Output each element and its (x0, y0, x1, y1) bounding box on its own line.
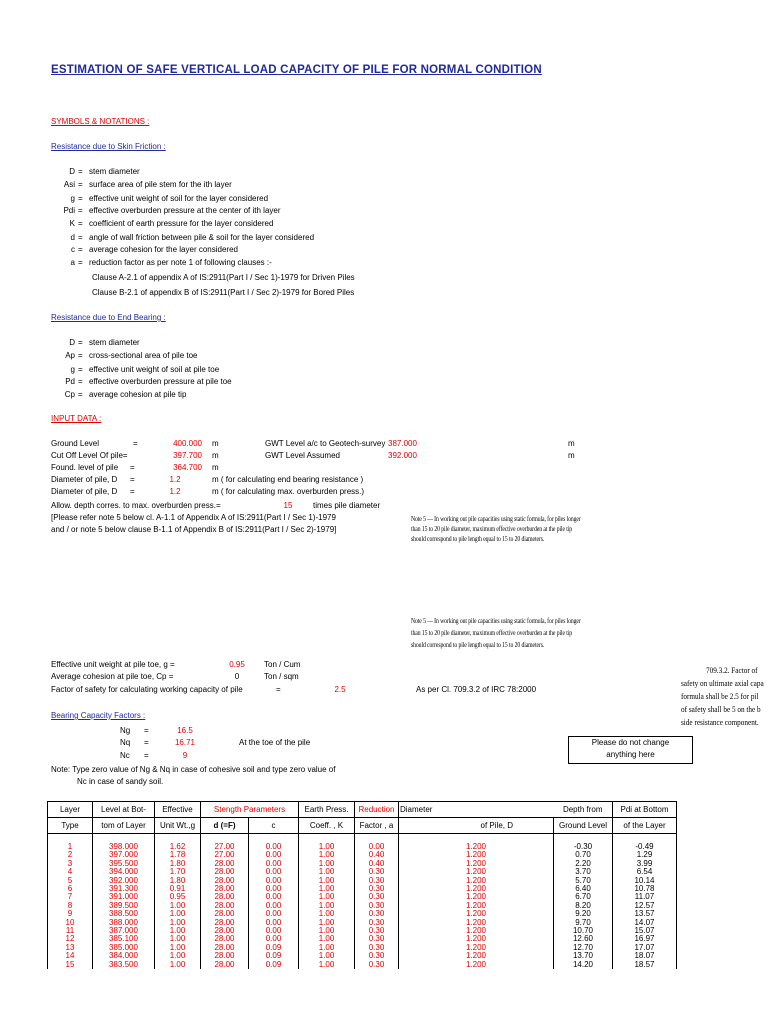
table-cell[interactable]: 0.00 (249, 885, 299, 893)
table-cell[interactable]: 0.00 (249, 877, 299, 885)
table-cell: 10.78 (613, 885, 677, 893)
table-cell[interactable]: 7 (48, 893, 93, 901)
table-cell[interactable]: 1.200 (399, 877, 554, 885)
table-cell[interactable]: 391.300 (93, 885, 155, 893)
equals-sign: = (144, 751, 149, 760)
allow-depth-value[interactable]: 15 (283, 501, 293, 510)
equals-sign: = (130, 463, 135, 472)
table-cell[interactable]: 1.00 (155, 961, 201, 969)
table-cell: 1.29 (613, 851, 677, 859)
table-cell[interactable]: 1.200 (399, 885, 554, 893)
equals-sign: = (130, 487, 135, 496)
table-cell[interactable]: 1.00 (299, 885, 355, 893)
table-cell: 9.70 (554, 919, 613, 927)
table-cell[interactable]: 388.000 (93, 919, 155, 927)
table-cell[interactable]: 28.00 (201, 935, 249, 943)
table-cell[interactable]: 1.00 (299, 851, 355, 859)
table-row (48, 961, 677, 969)
symbol: Pdi (63, 206, 75, 215)
symbol: K (69, 219, 75, 228)
table-cell: -0.30 (554, 843, 613, 851)
toe-unit-weight-label: Effective unit weight at pile toe, g = (51, 660, 175, 669)
irc-line: of safety shall be 5 on the b (681, 704, 761, 714)
table-cell[interactable]: 28.00 (201, 902, 249, 910)
fos-reference: As per Cl. 709.3.2 of IRC 78:2000 (416, 685, 537, 694)
table-cell[interactable]: 1.200 (399, 893, 554, 901)
ground-level-value[interactable]: 400.000 (173, 439, 202, 448)
table-cell: 12.60 (554, 935, 613, 943)
symbol: c (71, 245, 75, 254)
clause-driven: Clause A-2.1 of appendix A of IS:2911(Part I / Sec 1)-1979 for Driven Piles (92, 273, 355, 282)
unit: m (212, 463, 219, 472)
nc-value[interactable]: 9 (182, 751, 188, 760)
equals-sign: = (133, 439, 138, 448)
table-cell[interactable]: 388.500 (93, 910, 155, 918)
table-cell[interactable]: 0.30 (355, 910, 399, 918)
table-cell[interactable]: 28.00 (201, 944, 249, 952)
symbol-desc: effective overburden pressure at the center of ith layer (89, 206, 281, 215)
diameter-value[interactable]: 1.2 (169, 487, 181, 496)
table-cell[interactable]: 1.200 (399, 851, 554, 859)
table-cell: 15.07 (613, 927, 677, 935)
table-cell[interactable]: 0.09 (249, 952, 299, 960)
symbol: g (70, 194, 75, 203)
header-cell: Depth from (554, 802, 613, 818)
header-cell: Stength Parameters (201, 802, 299, 818)
table-cell[interactable]: 28.00 (201, 868, 249, 876)
symbol: Asi (63, 180, 75, 189)
box-line: anything here (606, 750, 655, 759)
table-cell[interactable]: 0.00 (249, 919, 299, 927)
note5-line: than 15 to 20 pile diameter, maximum effective overburden at the pile tip (411, 524, 573, 533)
input-data-heading: INPUT DATA : (51, 414, 102, 423)
header-cell: Factor , a (355, 818, 399, 834)
table-cell[interactable]: 1.00 (299, 961, 355, 969)
table-cell[interactable]: 1.200 (399, 944, 554, 952)
header-cell: tom of Layer (93, 818, 155, 834)
cutoff-level-value[interactable]: 397.700 (173, 451, 202, 460)
symbol: D (69, 338, 75, 347)
table-cell[interactable]: 1.70 (155, 868, 201, 876)
symbol-desc: surface area of pile stem for the ith layer (89, 180, 232, 189)
equals-sign: = (144, 738, 149, 747)
table-cell[interactable]: 1.00 (155, 902, 201, 910)
table-cell[interactable]: 0.30 (355, 893, 399, 901)
table-cell[interactable]: 27.00 (201, 843, 249, 851)
header-cell: Diameter (399, 802, 554, 818)
layer-table (47, 801, 677, 969)
unit: m ( for calculating end bearing resistance ) (212, 475, 364, 484)
table-cell[interactable]: 384.000 (93, 952, 155, 960)
table-cell[interactable]: 1.00 (299, 944, 355, 952)
symbol-desc: reduction factor as per note 1 of following clauses :- (89, 258, 272, 267)
table-cell[interactable]: 11 (48, 927, 93, 935)
irc-line: safety on ultimate axial capa (681, 678, 764, 688)
unit: Ton / Cum (264, 660, 301, 669)
table-cell[interactable]: 1.00 (299, 893, 355, 901)
table-cell: 0.70 (554, 851, 613, 859)
table-cell[interactable]: 1.00 (299, 927, 355, 935)
table-cell[interactable]: 0.30 (355, 877, 399, 885)
table-cell: 8.20 (554, 902, 613, 910)
table-cell: 13.57 (613, 910, 677, 918)
table-cell[interactable]: 1.00 (155, 927, 201, 935)
symbol: Ap (65, 351, 75, 360)
allow-depth-label: Allow. depth corres. to max. overburden press.= (51, 501, 221, 510)
table-cell[interactable]: 385.100 (93, 935, 155, 943)
factor-of-safety-label: Factor of safety for calculating working capacity of pile (51, 685, 243, 694)
table-cell[interactable]: 1.00 (299, 843, 355, 851)
table-cell: -0.49 (613, 843, 677, 851)
table-cell: 14.07 (613, 919, 677, 927)
symbol: D (69, 167, 75, 176)
header-cell: Reduction (355, 802, 399, 818)
symbol: a (70, 258, 75, 267)
table-cell[interactable]: 0.00 (249, 935, 299, 943)
table-cell[interactable]: 1.00 (155, 919, 201, 927)
table-cell[interactable]: 1.200 (399, 961, 554, 969)
unit: m (212, 451, 219, 460)
table-cell[interactable]: 0.00 (249, 868, 299, 876)
table-cell[interactable]: 5 (48, 877, 93, 885)
table-cell[interactable]: 1.00 (299, 860, 355, 868)
cutoff-level-label: Cut Off Level Of pile= (51, 451, 128, 460)
table-cell: 12.57 (613, 902, 677, 910)
table-cell[interactable]: 27.00 (201, 851, 249, 859)
symbol: g (70, 365, 75, 374)
soil-note-line2: Nc in case of sandy soil. (77, 777, 164, 786)
header-cell: d (=F) (201, 818, 249, 834)
equals-sign: = (144, 726, 149, 735)
table-cell[interactable]: 1.200 (399, 927, 554, 935)
table-cell: 3.70 (554, 868, 613, 876)
table-cell[interactable]: 1.200 (399, 935, 554, 943)
table-cell[interactable]: 397.000 (93, 851, 155, 859)
table-cell[interactable]: 1.00 (299, 902, 355, 910)
nq-label: Nq (120, 738, 131, 747)
table-cell[interactable]: 1.00 (155, 910, 201, 918)
symbol: d (70, 233, 75, 242)
unit: times pile diameter (313, 501, 381, 510)
header-cell: of Pile, D (399, 818, 554, 834)
note5-line: should correspond to pile length equal to 15 to 20 diameters. (411, 534, 545, 543)
table-cell[interactable]: 1.80 (155, 860, 201, 868)
table-cell[interactable]: 8 (48, 902, 93, 910)
table-cell[interactable]: 1.00 (155, 935, 201, 943)
header-cell: c (249, 818, 299, 834)
header-cell: of the Layer (613, 818, 677, 834)
table-cell: 5.70 (554, 877, 613, 885)
note5-line: Note 5 — In working out pile capacities using static formula, for piles longer (411, 616, 581, 625)
found-level-value[interactable]: 364.700 (173, 463, 202, 472)
toe-cohesion-label: Average cohesion at pile toe, Cp = (51, 672, 174, 681)
table-cell[interactable]: 389.500 (93, 902, 155, 910)
table-cell[interactable]: 387.000 (93, 927, 155, 935)
unit: m (568, 451, 575, 460)
header-cell: Level at Bot- (93, 802, 155, 818)
table-cell: 10.14 (613, 877, 677, 885)
ng-value[interactable]: 16.5 (177, 726, 193, 735)
box-line: Please do not change (591, 738, 670, 747)
table-cell[interactable]: 0.30 (355, 944, 399, 952)
table-cell[interactable]: 1.200 (399, 902, 554, 910)
symbol-desc: average cohesion for the layer considered (89, 245, 238, 254)
table-cell: 13.70 (554, 952, 613, 960)
table-cell[interactable]: 28.00 (201, 927, 249, 935)
table-cell: 17.07 (613, 944, 677, 952)
bearing-factors-heading: Bearing Capacity Factors : (51, 711, 146, 720)
header-cell: Type (48, 818, 93, 834)
table-cell: 12.70 (554, 944, 613, 952)
symbol-desc: effective unit weight of soil at pile toe (89, 365, 220, 374)
table-cell: 18.07 (613, 952, 677, 960)
table-cell[interactable]: 4 (48, 868, 93, 876)
table-cell[interactable]: 1.62 (155, 843, 201, 851)
unit: m (212, 439, 219, 448)
table-cell[interactable]: 0.95 (155, 893, 201, 901)
table-cell[interactable]: 0.09 (249, 944, 299, 952)
table-cell[interactable]: 0.00 (249, 927, 299, 935)
table-cell[interactable]: 1 (48, 843, 93, 851)
table-cell[interactable]: 0.00 (249, 910, 299, 918)
note-reference-a: [Please refer note 5 below cl. A-1.1 of Appendix A of IS:2911(Part I / Sec 1)-1979 (51, 513, 336, 522)
diameter-value[interactable]: 1.2 (169, 475, 181, 484)
symbol-desc: coefficient of earth pressure for the layer considered (89, 219, 274, 228)
irc-line: formula shall be 2.5 for pil (681, 691, 759, 701)
table-cell[interactable]: 395.500 (93, 860, 155, 868)
table-cell[interactable]: 383.500 (93, 961, 155, 969)
header-cell: Unit Wt.,g (155, 818, 201, 834)
table-cell[interactable]: 0.40 (355, 851, 399, 859)
table-cell[interactable]: 28.00 (201, 885, 249, 893)
symbol: Pd (65, 377, 75, 386)
table-cell: 11.07 (613, 893, 677, 901)
symbol-desc: angle of wall friction between pile & soil for the layer considered (89, 233, 315, 242)
table-cell[interactable]: 10 (48, 919, 93, 927)
table-cell[interactable]: 0.91 (155, 885, 201, 893)
table-cell[interactable]: 6 (48, 885, 93, 893)
end-bearing-heading: Resistance due to End Bearing : (51, 313, 166, 322)
table-cell[interactable]: 0.00 (249, 843, 299, 851)
soil-note-line1: Note: Type zero value of Ng & Nq in case of cohesive soil and type zero value of (51, 765, 336, 774)
unit: Ton / sqm (264, 672, 299, 681)
table-cell[interactable]: 0.30 (355, 919, 399, 927)
nc-label: Nc (120, 751, 130, 760)
table-cell[interactable]: 0.30 (355, 885, 399, 893)
unit: m (568, 439, 575, 448)
equals-sign: = (130, 475, 135, 484)
table-cell[interactable]: 0.30 (355, 935, 399, 943)
table-cell: 16.97 (613, 935, 677, 943)
note5-line: should correspond to pile length equal to 15 to 20 diameters. (411, 640, 545, 649)
nq-value[interactable]: 16.71 (174, 738, 196, 747)
table-cell[interactable]: 0.00 (249, 851, 299, 859)
table-cell[interactable]: 0.30 (355, 902, 399, 910)
note-reference-b: and / or note 5 below clause B-1.1 of Appendix B of IS:2911(Part I / Sec 2)-1979] (51, 525, 337, 534)
irc-line: 709.3.2. Factor of (706, 665, 758, 675)
table-cell[interactable]: 398.000 (93, 843, 155, 851)
header-cell: Ground Level (554, 818, 613, 834)
do-not-change-box (568, 736, 693, 764)
clause-bored: Clause B-2.1 of appendix B of IS:2911(Part I / Sec 2)-1979 for Bored Piles (92, 288, 355, 297)
table-cell[interactable]: 1.00 (299, 877, 355, 885)
table-cell[interactable]: 392.000 (93, 877, 155, 885)
table-cell: 18.57 (613, 961, 677, 969)
header-cell: Layer (48, 802, 93, 818)
symbol-desc: effective unit weight of soil for the layer considered (89, 194, 269, 203)
table-cell[interactable]: 0.09 (249, 961, 299, 969)
table-cell[interactable]: 0.00 (249, 860, 299, 868)
table-cell[interactable]: 0.30 (355, 868, 399, 876)
table-cell[interactable]: 3 (48, 860, 93, 868)
table-cell: 6.54 (613, 868, 677, 876)
table-cell[interactable]: 28.00 (201, 860, 249, 868)
gwt-value[interactable]: 387.000 (388, 439, 417, 448)
header-cell: Pdi at Bottom (613, 802, 677, 818)
table-cell: 10.70 (554, 927, 613, 935)
table-cell[interactable]: 28.00 (201, 952, 249, 960)
ground-level-label: Ground Level (51, 439, 100, 448)
table-cell[interactable]: 1.78 (155, 851, 201, 859)
table-cell[interactable]: 1.00 (299, 935, 355, 943)
table-cell[interactable]: 0.00 (249, 893, 299, 901)
table-cell[interactable]: 28.00 (201, 877, 249, 885)
header-cell: Earth Press. (299, 802, 355, 818)
table-cell[interactable]: 14 (48, 952, 93, 960)
diameter-label: Diameter of pile, D (51, 487, 118, 496)
table-cell[interactable]: 15 (48, 961, 93, 969)
table-cell[interactable]: 2 (48, 851, 93, 859)
table-cell[interactable]: 1.200 (399, 843, 554, 851)
table-cell: 3.99 (613, 860, 677, 868)
table-cell[interactable]: 12 (48, 935, 93, 943)
skin-friction-heading: Resistance due to Skin Friction : (51, 142, 166, 151)
found-level-label: Found. level of pile (51, 463, 119, 472)
table-cell[interactable]: 1.200 (399, 868, 554, 876)
note5-line: than 15 to 20 pile diameter, maximum effective overburden at the pile tip (411, 628, 573, 637)
table-cell[interactable]: 391.000 (93, 893, 155, 901)
table-cell[interactable]: 28.00 (201, 919, 249, 927)
gwt-label: GWT Level a/c to Geotech-survey (265, 439, 386, 448)
unit: m ( for calculating max. overburden press.) (212, 487, 365, 496)
table-cell[interactable]: 9 (48, 910, 93, 918)
table-cell[interactable]: 0.00 (249, 902, 299, 910)
toe-cohesion-value[interactable]: 0 (234, 672, 240, 681)
table-cell: 2.20 (554, 860, 613, 868)
table-header-row-2 (48, 818, 677, 834)
table-cell[interactable]: 0.00 (355, 843, 399, 851)
table-cell[interactable]: 1.00 (299, 919, 355, 927)
table-cell[interactable]: 1.00 (299, 868, 355, 876)
gwt-assumed-label: GWT Level Assumed (265, 451, 340, 460)
table-cell[interactable]: 394.000 (93, 868, 155, 876)
table-cell[interactable]: 1.00 (299, 952, 355, 960)
header-cell: Coeff. , K (299, 818, 355, 834)
table-cell[interactable]: 28.00 (201, 961, 249, 969)
table-cell: 14.20 (554, 961, 613, 969)
symbol-desc: average cohesion at pile tip (89, 390, 187, 399)
symbol-desc: cross-sectional area of pile toe (89, 351, 198, 360)
table-cell: 9.20 (554, 910, 613, 918)
table-cell[interactable]: 1.200 (399, 910, 554, 918)
table-cell[interactable]: 0.40 (355, 860, 399, 868)
table-cell[interactable]: 1.00 (155, 944, 201, 952)
factor-of-safety-value[interactable]: 2.5 (334, 685, 346, 694)
table-header-row-1 (48, 802, 677, 818)
table-cell[interactable]: 0.30 (355, 952, 399, 960)
equals-sign: = (276, 685, 281, 694)
header-cell: Effective (155, 802, 201, 818)
note5-line: Note 5 — In working out pile capacities using static formula, for piles longer (411, 514, 581, 523)
toe-unit-weight-value[interactable]: 0.95 (229, 660, 245, 669)
table-cell[interactable]: 1.00 (155, 952, 201, 960)
irc-line: side resistance component. (681, 717, 759, 727)
table-cell[interactable]: 385.000 (93, 944, 155, 952)
table-cell[interactable]: 28.00 (201, 910, 249, 918)
table-cell[interactable]: 0.30 (355, 961, 399, 969)
table-cell[interactable]: 1.80 (155, 877, 201, 885)
table-cell[interactable]: 1.00 (299, 910, 355, 918)
page-title: ESTIMATION OF SAFE VERTICAL LOAD CAPACITY OF PILE FOR NORMAL CONDITION (51, 64, 542, 76)
table-cell[interactable]: 1.200 (399, 919, 554, 927)
nq-note: At the toe of the pile (239, 738, 311, 747)
table-cell[interactable]: 0.30 (355, 927, 399, 935)
table-cell: 6.40 (554, 885, 613, 893)
symbol-desc: stem diameter (89, 167, 140, 176)
table-cell: 6.70 (554, 893, 613, 901)
gwt-assumed-value[interactable]: 392.000 (388, 451, 417, 460)
diameter-label: Diameter of pile, D (51, 475, 118, 484)
symbol-desc: stem diameter (89, 338, 140, 347)
table-cell[interactable]: 28.00 (201, 893, 249, 901)
table-cell[interactable]: 13 (48, 944, 93, 952)
symbol-desc: effective overburden pressure at pile toe (89, 377, 232, 386)
table-cell[interactable]: 1.200 (399, 952, 554, 960)
symbol: Cp (64, 390, 75, 399)
ng-label: Ng (120, 726, 131, 735)
symbols-heading: SYMBOLS & NOTATIONS : (51, 117, 150, 126)
table-cell[interactable]: 1.200 (399, 860, 554, 868)
